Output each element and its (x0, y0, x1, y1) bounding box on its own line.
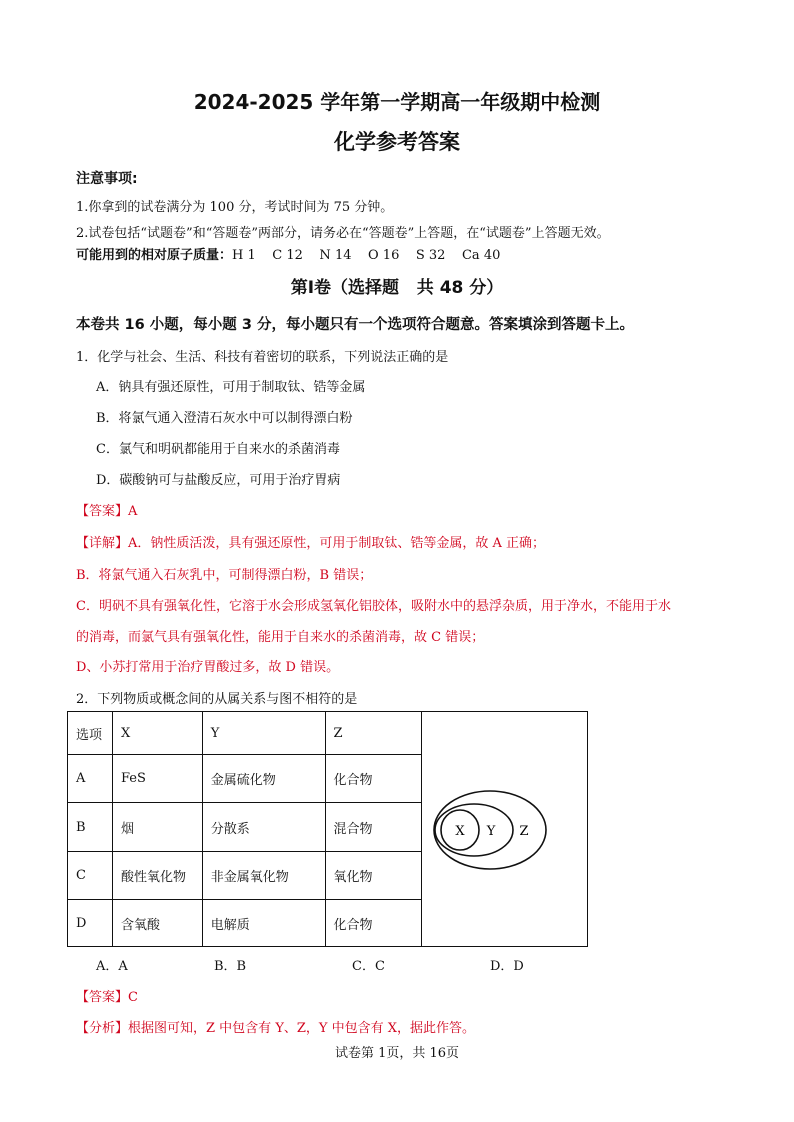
q2-analysis (76, 1017, 475, 1036)
q2-analysis-text: 根据图可知，Z 中包含有 Y、Z，Y 中包含有 X，据此作答。 (128, 1021, 476, 1036)
notice-item-1: 1.你拿到的试卷满分为 100 分，考试时间为 75 分钟。 (76, 200, 394, 215)
notice-item-2: 2.试卷包括“试题卷”和“答题卷”两部分，请务必在“答题卷”上答题，在“试题卷”上答题无效。 (76, 226, 610, 241)
q1-explain-line-3: C．明矾不具有强氧化性，它溶于水会形成氢氧化铝胶体，吸附水中的悬浮杂质，用于净水，不能用于水 (76, 599, 671, 614)
atomic-mass-line (76, 244, 500, 263)
page-footer: 试卷第 1页，共 16页 (334, 1046, 460, 1061)
q2-choice-d: D．D (490, 959, 524, 974)
table-header-cell: Z (325, 712, 422, 755)
notice-heading: 注意事项: (76, 171, 138, 187)
table-header-cell: 选项 (68, 712, 113, 755)
table-header-cell: X (112, 712, 202, 755)
q1-option-d: D．碳酸钠可与盐酸反应，可用于治疗胃病 (96, 473, 341, 488)
q1-explain-line-5: D、小苏打常用于治疗胃酸过多，故 D 错误。 (76, 660, 340, 675)
q2-answer-value: C (128, 990, 138, 1005)
table-cell: 化合物 (325, 755, 422, 803)
q1-stem: 1．化学与社会、生活、科技有着密切的联系，下列说法正确的是 (76, 350, 449, 365)
q1-option-a: A．钠具有强还原性，可用于制取钛、锆等金属 (96, 380, 366, 395)
venn-label-y: Y (487, 824, 496, 839)
q1-answer-value: A (128, 504, 138, 519)
q2-choice-a: A．A (96, 959, 128, 974)
page-title: 2024-2025 学年第一学期高一年级期中检测 (193, 90, 601, 114)
table-cell: A (68, 755, 113, 803)
table-header-cell: Y (202, 712, 325, 755)
q1-answer (76, 500, 137, 519)
table-cell: 分散系 (202, 803, 325, 852)
table-cell: 酸性氧化物 (112, 852, 202, 900)
atomic-mass-label: 可能用到的相对原子质量： (76, 248, 233, 263)
q1-explain-line-1 (76, 532, 545, 551)
table-cell: 金属硫化物 (202, 755, 325, 803)
q2-choice-b: B．B (214, 959, 247, 974)
table-cell: D (68, 900, 113, 947)
q1-explain-tag: 【详解】 (76, 536, 129, 551)
table-cell: 化合物 (325, 900, 422, 947)
table-cell: C (68, 852, 113, 900)
q2-stem: 2．下列物质或概念间的从属关系与图不相符的是 (76, 692, 358, 707)
q1-option-c: C．氯气和明矾都能用于自来水的杀菌消毒 (96, 442, 340, 457)
page-subtitle: 化学参考答案 (334, 130, 460, 154)
table-cell: B (68, 803, 113, 852)
section-instruction: 本卷共 16 小题，每小题 3 分，每小题只有一个选项符合题意。答案填涂到答题卡上。 (76, 317, 634, 333)
q2-answer-tag: 【答案】 (76, 990, 129, 1005)
venn-diagram-cell (422, 712, 588, 947)
section-title: 第Ⅰ卷（选择题 共 48 分） (290, 278, 504, 298)
q2-options-table (67, 711, 588, 947)
q1-explain-line-4: 的消毒，而氯气具有强氧化性，能用于自来水的杀菌消毒，故 C 错误； (76, 630, 485, 645)
venn-middle-ellipse (435, 804, 513, 856)
venn-label-z: Z (519, 824, 529, 839)
q2-choice-c: C．C (352, 959, 385, 974)
table-header-row (68, 712, 588, 755)
venn-diagram (424, 714, 584, 944)
q1-answer-tag: 【答案】 (76, 504, 129, 519)
atomic-mass-values: H 1 C 12 N 14 O 16 S 32 Ca 40 (232, 248, 501, 263)
table-cell: 氧化物 (325, 852, 422, 900)
q1-option-b: B．将氯气通入澄清石灰水中可以制得漂白粉 (96, 411, 353, 426)
table-cell: 混合物 (325, 803, 422, 852)
table-cell: FeS (112, 755, 202, 803)
table-cell: 非金属氧化物 (202, 852, 325, 900)
q1-explain-line-2: B．将氯气通入石灰乳中，可制得漂白粉，B 错误； (76, 568, 373, 583)
venn-label-x: X (455, 824, 465, 839)
q1-explain-text-1: A．钠性质活泼，具有强还原性，可用于制取钛、锆等金属，故 A 正确； (128, 536, 546, 551)
table-cell: 含氧酸 (112, 900, 202, 947)
table-cell: 烟 (112, 803, 202, 852)
q2-answer (76, 986, 138, 1005)
q2-analysis-tag: 【分析】 (76, 1021, 129, 1036)
table-cell: 电解质 (202, 900, 325, 947)
